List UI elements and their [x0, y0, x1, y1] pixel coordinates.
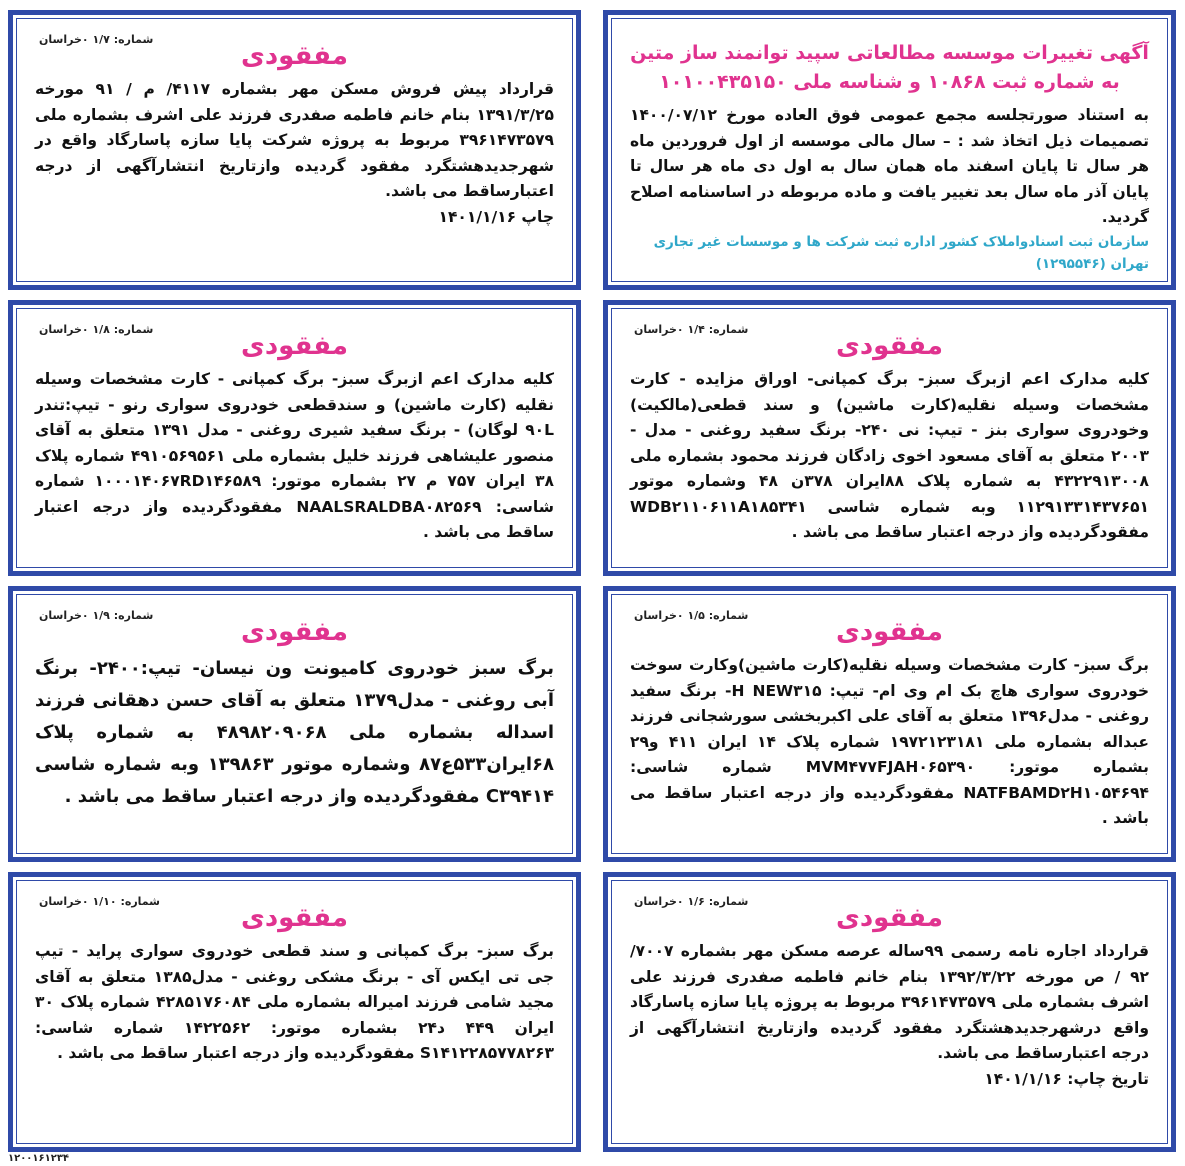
ad-body: کلیه مدارک اعم ازبرگ سبز- برگ کمپانی- اوراق مزایده - کارت مشخصات وسیله نقلیه(کارت ماشین) و سند قطعی(مالکیت) وخودروی سواری بنز - تیپ: نی ۲۴۰- برنگ سفید روغنی - مدل - ۲۰۰۳ متعلق به آقای مسعود اخوی زادگان فرزند محمود بشماره ملی ۴۳۲۲۹۱۳۰۰۸ به شماره پلاک ۸۸ایران ۳۷۸ن ۴۸ وشماره موتور ۱۱۲۹۱۳۳۱۴۳۷۶۵۱ وبه شماره شاسی WDB۲۱۱۰۶۱۱A۱۸۵۳۴۱ مفقودگردیده واز درجه اعتبار ساقط می باشد . — [630, 370, 1149, 541]
lost-ad-1-8 — [8, 300, 581, 576]
company-change-notice — [603, 10, 1176, 290]
ad-title: مفقودی — [836, 903, 943, 933]
ad-body: برگ سبز- کارت مشخصات وسیله نقلیه(کارت ماشین)وکارت سوخت خودروی سواری هاچ بک ام وی ام- تیپ: H NEW۳۱۵- برنگ سفید روغنی - مدل۱۳۹۶ متعلق به آقای علی اکبربخشی سورشجانی فرزند عبداله بشماره ملی ۱۹۷۲۱۲۳۱۸۱ شماره پلاک ۱۴ ایران ۴۱۱ و۲۹ بشماره موتور: MVM۴۷۷FJAH۰۶۵۳۹۰ شماره شاسی: NATFBAMD۲H۱۰۵۴۶۹۴ مفقودگردیده واز درجه اعتبار ساقط می باشد . — [630, 656, 1149, 827]
ad-title: مفقودی — [241, 331, 348, 361]
ad-number: شماره: ۱/۱۰ ۰خراسان — [39, 895, 161, 908]
ad-title: مفقودی — [836, 617, 943, 647]
footer-code: ۱۲۰۰۱۶۱۲۳۴ — [8, 1153, 70, 1164]
ad-number: شماره: ۱/۷ ۰خراسان — [39, 33, 154, 46]
notice-title: آگهی تغییرات موسسه مطالعاتی سپید توانمند ساز متین به شماره ثبت ۱۰۸۶۸ و شناسه ملی ۱۰۱۰۰۴۳۵۱۵۰ — [630, 42, 1149, 93]
notice-body: به استناد صورتجلسه مجمع عمومی فوق العاده مورخ ۱۴۰۰/۰۷/۱۲ تصمیمات ذیل اتخاذ شد : – سال مالی موسسه از اول فروردین ماه هر سال تا پایان اسفند ماه همان سال به اول دی ماه هر سال تا پایان آذر ماه سال بعد تغییر یافت و ماده مربوطه در اساسنامه اصلاح گردید. — [630, 106, 1149, 226]
ad-print-date: چاپ ۱۴۰۱/۱/۱۶ — [438, 207, 554, 226]
ad-title: مفقودی — [241, 41, 348, 71]
notice-issuer: سازمان ثبت اسنادواملاک کشور اداره ثبت شرکت ها و موسسات غیر تجاری تهران (۱۲۹۵۵۴۶) — [653, 233, 1149, 272]
ad-number: شماره: ۱/۸ ۰خراسان — [39, 323, 154, 336]
ad-body: برگ سبز- برگ کمپانی و سند قطعی خودروی سواری پراید - تیپ جی تی ایکس آی - برنگ مشکی روغنی - مدل۱۳۸۵ متعلق به آقای مجید شامی فرزند امیراله بشماره ملی ۴۲۸۵۱۷۶۰۸۴ شماره پلاک ۳۰ ایران ۴۴۹ د۲۴ بشماره موتور: ۱۴۲۲۵۶۲ شماره شاسی: S۱۴۱۲۲۸۵۷۷۸۲۶۳ مفقودگردیده واز درجه اعتبار ساقط می باشد . — [35, 942, 555, 1062]
ad-body: برگ سبز خودروی کامیونت ون نیسان- تیپ:۲۴۰۰- برنگ آبی روغنی - مدل۱۳۷۹ متعلق به آقای حسن دهقانی فرزند اسداله بشماره ملی ۴۸۹۸۲۰۹۰۶۸ به شماره پلاک ۶۸ایران۵۳۳ع۸۷ وشماره موتور ۱۳۹۸۶۳ وبه شماره شاسی C۳۹۴۱۴ مفقودگردیده واز درجه اعتبار ساقط می باشد . — [35, 658, 554, 807]
ad-title: مفقودی — [241, 903, 348, 933]
lost-ad-1-10 — [8, 872, 581, 1152]
ad-number: شماره: ۱/۵ ۰خراسان — [634, 609, 749, 622]
ads-grid — [8, 10, 1176, 1152]
ad-number: شماره: ۱/۹ ۰خراسان — [39, 609, 154, 622]
ad-body: قرارداد پیش فروش مسکن مهر بشماره ۴۱۱۷/ م / ۹۱ مورخه ۱۳۹۱/۳/۲۵ بنام خانم فاطمه صفدری فرزند علی اشرف بشماره ملی ۳۹۶۱۴۷۳۵۷۹ مربوط به پروژه شرکت پایا سازه پاسارگاد واقع در شهرجدیدهشتگرد مفقود گردیده وازتاریخ انتشارآگهی از درجه اعتبارساقط می باشد. — [35, 80, 554, 200]
lost-ad-1-7 — [8, 10, 581, 290]
ad-number: شماره: ۱/۴ ۰خراسان — [634, 323, 749, 336]
lost-ad-1-6 — [603, 872, 1176, 1152]
ad-title: مفقودی — [836, 331, 943, 361]
ad-body: قرارداد اجاره نامه رسمی ۹۹ساله عرصه مسکن مهر بشماره ۷۰۰۷/ ۹۲ / ص مورخه ۱۳۹۲/۳/۲۲ بنام خانم فاطمه صفدری فرزند علی اشرف بشماره ملی ۳۹۶۱۴۷۳۵۷۹ مربوط به پروژه پایا سازه پاسارگاد واقع درشهرجدیدهشتگرد مفقود گردیده وازتاریخ انتشارآگهی از درجه اعتبارساقط می باشد. — [630, 942, 1149, 1062]
ad-title: مفقودی — [241, 617, 348, 647]
lost-ad-1-5 — [603, 586, 1176, 862]
lost-ad-1-4 — [603, 300, 1176, 576]
ad-number: شماره: ۱/۶ ۰خراسان — [634, 895, 749, 908]
ad-print-date: تاریخ چاپ: ۱۴۰۱/۱/۱۶ — [984, 1069, 1149, 1088]
lost-ad-1-9 — [8, 586, 581, 862]
ad-body: کلیه مدارک اعم ازبرگ سبز- برگ کمپانی - کارت مشخصات وسیله نقلیه (کارت ماشین) و سندقطعی خودروی سواری رنو - تیپ:تندر ۹۰L لوگان) - برنگ سفید شیری روغنی - مدل ۱۳۹۱ متعلق به آقای منصور علیشاهی فرزند خلیل بشماره ملی ۴۹۱۰۵۶۹۵۶۱ شماره پلاک ۳۸ ایران ۷۵۷ م ۲۷ بشماره موتور: ۱۰۰۰۱۴۰۶۷RD۱۴۶۵۸۹ شماره شاسی: NAALSRALDBA۰۸۲۵۶۹ مفقودگردیده واز درجه اعتبار ساقط می باشد . — [35, 370, 554, 541]
